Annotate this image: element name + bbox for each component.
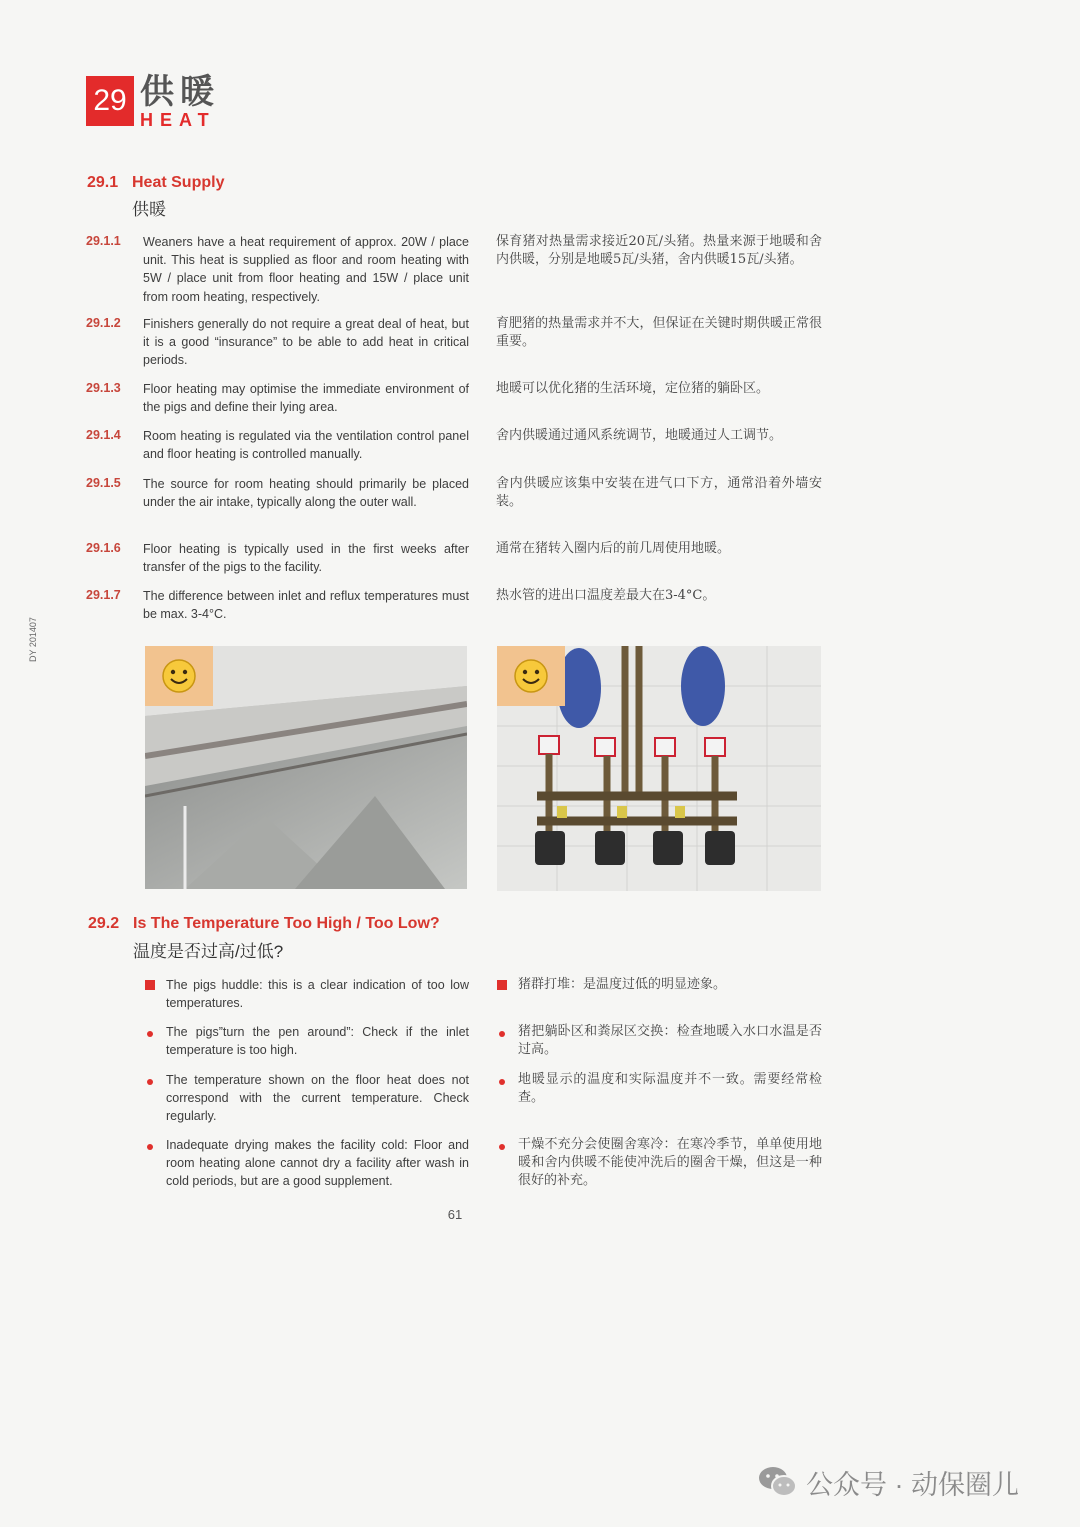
section-title-cn: 供暖 (132, 200, 166, 219)
bullet-text-cn: 地暖显示的温度和实际温度并不一致。需要经常检查。 (518, 1072, 822, 1106)
section-title: Heat Supply (132, 174, 225, 191)
item-text-cn: 热水管的进出口温度差最大在3-4°C。 (496, 588, 716, 603)
bullet-text-cn: 干燥不充分会使圈舍寒冷：在寒冷季节，单单使用地暖和舍内供暖不能使冲洗后的圈舍干燥，但这是一种很好的补充。 (518, 1137, 822, 1189)
item-text-en: Weaners have a heat requirement of approx. 20W / place unit. This heat is supplied as floor and room heating with 5W / place unit from floor heating and 15W / place unit from room heating, respectively. (143, 235, 469, 304)
watermark-text: 公众号 · 动保圈儿 (806, 1469, 1019, 1500)
wechat-icon (758, 1465, 798, 1499)
item-text-en: The source for room heating should primarily be placed under the air intake, typically along the outer wall. (143, 477, 469, 510)
bullet-square-icon (497, 980, 507, 990)
item-text-en: Room heating is regulated via the ventilation control panel and floor heating is controlled manually. (143, 429, 469, 462)
section-title-cn: 温度是否过高/过低? (133, 942, 284, 961)
item-text-cn: 舍内供暖应该集中安装在进气口下方，通常沿着外墙安装。 (496, 476, 822, 510)
item-number: 29.1.1 (86, 234, 121, 248)
bullet-text-en: The pigs huddle: this is a clear indication of too low temperatures. (166, 978, 469, 1011)
item-text-cn: 保育猪对热量需求接近20瓦/头猪。热量来源于地暖和舍内供暖，分别是地暖5瓦/头猪，舍内供暖15瓦/头猪。 (496, 234, 822, 268)
bullet-text-en: The temperature shown on the floor heat does not correspond with the current temperature. Check regularly. (166, 1073, 469, 1124)
section-title: Is The Temperature Too High / Too Low? (133, 915, 440, 932)
item-number: 29.1.2 (86, 316, 121, 330)
item-text-cn: 地暖可以优化猪的生活环境，定位猪的躺卧区。 (496, 381, 770, 396)
chapter-title-cn: 供暖 (140, 73, 220, 111)
watermark (758, 1462, 1019, 1502)
item-number: 29.1.5 (86, 476, 121, 490)
item-number: 29.1.7 (86, 588, 121, 602)
item-text-en: Floor heating may optimise the immediate environment of the pigs and define their lying area. (143, 382, 469, 415)
bullet-dot-icon (147, 1144, 153, 1150)
bullet-dot-icon (147, 1031, 153, 1037)
bullet-dot-icon (499, 1031, 505, 1037)
item-text-cn: 育肥猪的热量需求并不大，但保证在关键时期供暖正常很重要。 (496, 316, 822, 350)
item-number: 29.1.4 (86, 428, 121, 442)
bullet-dot-icon (147, 1079, 153, 1085)
item-text-cn: 通常在猪转入圈内后的前几周使用地暖。 (496, 541, 731, 556)
heating-pump-photo (497, 646, 821, 891)
bullet-text-en: Inadequate drying makes the facility cold: Floor and room heating alone cannot dry a facility after wash in cold periods, but are a good supplement. (166, 1138, 469, 1189)
bullet-dot-icon (499, 1079, 505, 1085)
smiley-icon (497, 646, 565, 706)
smiley-icon (145, 646, 213, 706)
bullet-dot-icon (499, 1144, 505, 1150)
item-number: 29.1.6 (86, 541, 121, 555)
bullet-text-cn: 猪群打堆：是温度过低的明显迹象。 (518, 977, 727, 992)
section-number: 29.2 (88, 915, 120, 932)
item-text-en: Floor heating is typically used in the first weeks after transfer of the pigs to the facility. (143, 542, 469, 575)
bullet-text-cn: 猪把躺卧区和粪尿区交换：检查地暖入水口水温是否过高。 (518, 1024, 822, 1058)
item-number: 29.1.3 (86, 381, 121, 395)
bullet-text-en: The pigs”turn the pen around”: Check if the inlet temperature is too high. (166, 1025, 469, 1058)
item-text-en: The difference between inlet and reflux temperatures must be max. 3-4°C. (143, 589, 469, 622)
pen-heating-photo (145, 646, 467, 889)
side-document-code: DY 201407 (28, 617, 38, 662)
item-text-en: Finishers generally do not require a great deal of heat, but it is a good “insurance” to be able to add heat in critical periods. (143, 317, 469, 368)
section-number: 29.1 (87, 174, 119, 191)
chapter-title-en: HEAT (140, 110, 216, 130)
item-text-cn: 舍内供暖通过通风系统调节，地暖通过人工调节。 (496, 428, 783, 443)
bullet-square-icon (145, 980, 155, 990)
chapter-number-badge: 29 (86, 76, 134, 126)
page-number: 61 (447, 1207, 463, 1222)
